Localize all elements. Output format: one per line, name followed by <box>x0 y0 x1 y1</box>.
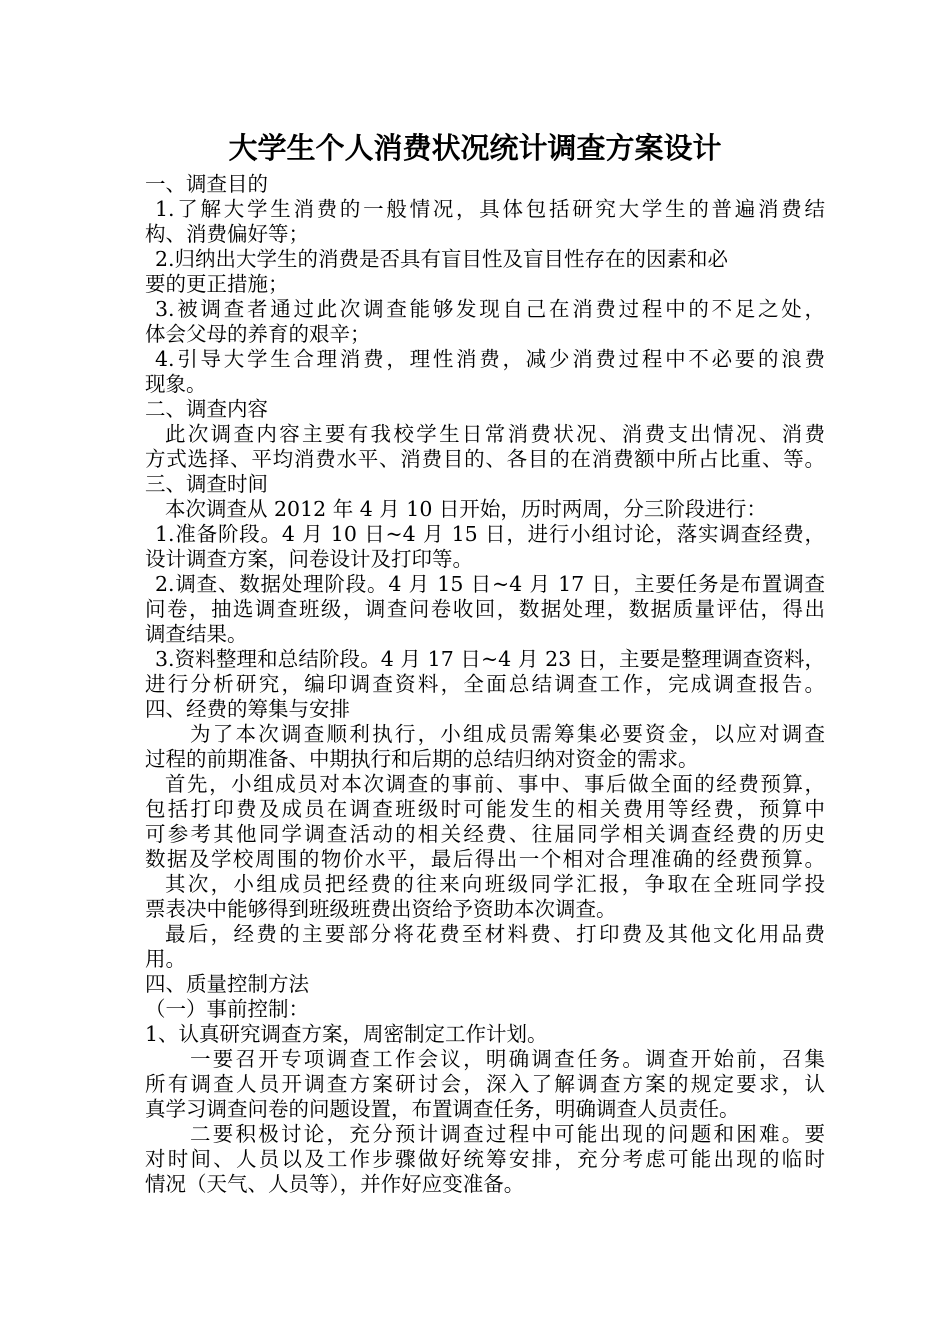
text-line: 1.了解大学生消费的一般情况，具体包括研究大学生的普遍消费结 <box>155 197 825 221</box>
text-line: 过程的前期准备、中期执行和后期的总结归纳对资金的需求。 <box>145 747 699 771</box>
text-line: 体会父母的养育的艰辛； <box>145 322 371 346</box>
text-line: 其次，小组成员把经费的往来向班级同学汇报，争取在全班同学投 <box>165 872 825 896</box>
text-line: 四、经费的筹集与安排 <box>145 697 350 721</box>
text-line: 票表决中能够得到班级班费出资给予资助本次调查。 <box>145 897 617 921</box>
text-line: 2.归纳出大学生的消费是否具有盲目性及盲目性存在的因素和必 <box>155 247 729 271</box>
text-line: 问卷，抽选调查班级，调查问卷收回，数据处理，数据质量评估，得出 <box>145 597 825 621</box>
text-line: 要的更正措施； <box>145 272 289 296</box>
text-line: 真学习调查问卷的问题设置，布置调查任务，明确调查人员责任。 <box>145 1097 740 1121</box>
text-line: 1.准备阶段。4 月 10 日~4 月 15 日，进行小组讨论，落实调查经费， <box>155 522 825 546</box>
text-line: 可参考其他同学调查活动的相关经费、往届同学相关调查经费的历史 <box>145 822 825 846</box>
text-line: 一、调查目的 <box>145 172 268 196</box>
text-line: 最后，经费的主要部分将花费至材料费、打印费及其他文化用品费 <box>165 922 825 946</box>
text-line: 情况（天气、人员等），并作好应变准备。 <box>145 1172 525 1196</box>
text-line: 三、调查时间 <box>145 472 268 496</box>
text-line: 设计调查方案，问卷设计及打印等。 <box>145 547 473 571</box>
text-line: 1、认真研究调查方案，周密制定工作计划。 <box>145 1022 548 1046</box>
text-line: 方式选择、平均消费水平、消费目的、各目的在消费额中所占比重、等。 <box>145 447 825 471</box>
text-line: 为了本次调查顺利执行，小组成员需筹集必要资金，以应对调查 <box>190 722 825 746</box>
text-line: 3.资料整理和总结阶段。4 月 17 日~4 月 23 日，主要是整理调查资料， <box>155 647 825 671</box>
document-title: 大学生个人消费状况统计调查方案设计 <box>228 131 722 165</box>
text-line: 现象。 <box>145 372 207 396</box>
text-line: 二、调查内容 <box>145 397 268 421</box>
text-line: 调查结果。 <box>145 622 248 646</box>
text-line: 本次调查从 2012 年 4 月 10 日开始，历时两周，分三阶段进行： <box>165 497 767 521</box>
text-line: （一）事前控制： <box>145 997 309 1021</box>
text-line: 用。 <box>145 947 186 971</box>
text-line: 首先，小组成员对本次调查的事前、事中、事后做全面的经费预算， <box>165 772 825 796</box>
text-line: 3.被调查者通过此次调查能够发现自己在消费过程中的不足之处， <box>155 297 825 321</box>
text-line: 包括打印费及成员在调查班级时可能发生的相关费用等经费，预算中 <box>145 797 825 821</box>
text-line: 4.引导大学生合理消费，理性消费，减少消费过程中不必要的浪费 <box>155 347 825 371</box>
text-line: 二要积极讨论，充分预计调查过程中可能出现的问题和困难。要 <box>190 1122 825 1146</box>
text-line: 进行分析研究，编印调查资料，全面总结调查工作，完成调查报告。 <box>145 672 825 696</box>
text-line: 所有调查人员开调查方案研讨会，深入了解调查方案的规定要求，认 <box>145 1072 825 1096</box>
document-body <box>145 172 825 1197</box>
text-line: 对时间、人员以及工作步骤做好统筹安排，充分考虑可能出现的临时 <box>145 1147 825 1171</box>
text-line: 数据及学校周围的物价水平，最后得出一个相对合理准确的经费预算。 <box>145 847 825 871</box>
text-line: 此次调查内容主要有我校学生日常消费状况、消费支出情况、消费 <box>165 422 825 446</box>
text-line: 2.调查、数据处理阶段。4 月 15 日~4 月 17 日，主要任务是布置调查 <box>155 572 825 596</box>
text-line: 一要召开专项调查工作会议，明确调查任务。调查开始前，召集 <box>190 1047 825 1071</box>
text-line: 构、消费偏好等； <box>145 222 309 246</box>
text-line: 四、质量控制方法 <box>145 972 309 996</box>
